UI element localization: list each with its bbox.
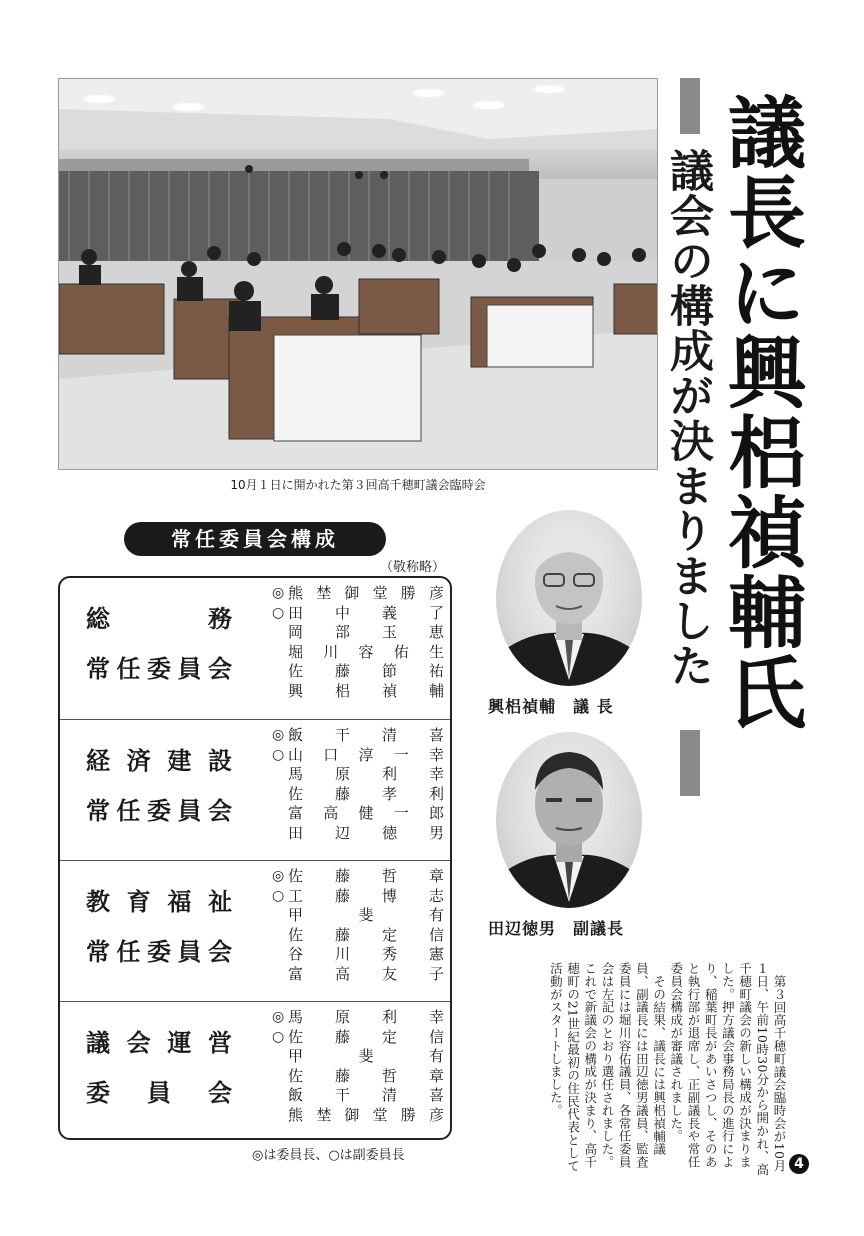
member: 馬原利幸 — [288, 765, 444, 783]
vice-chairman-portrait — [496, 732, 642, 908]
committee-name-line2: 常任委員会 — [86, 938, 236, 966]
member: ◎ 馬原利幸 — [272, 1008, 444, 1026]
member: 興梠禎輔 — [288, 681, 444, 700]
vice-chairman-portrait-figure — [496, 732, 642, 908]
committee-name-line1: 教育福祉 — [86, 888, 236, 916]
member: ◎ 熊埜御堂勝彦 — [272, 584, 444, 602]
council-chamber-photo — [58, 78, 658, 470]
member: ○ 山口淳一幸 — [272, 745, 444, 764]
vice-chairman-caption: 田辺徳男 副議長 — [488, 919, 625, 938]
committee-legend: ◎は委員長、○は副委員長 — [252, 1148, 405, 1163]
member: 谷川秀憲 — [288, 945, 444, 963]
member: 佐藤哲章 — [288, 1066, 444, 1085]
honorific-note: （敬称略） — [380, 560, 446, 575]
chairman-portrait-figure — [496, 510, 642, 686]
member: ◎ 佐藤哲章 — [272, 867, 444, 885]
member: 田辺徳男 — [288, 823, 444, 842]
chairman-caption: 興梠禎輔 議 長 — [488, 697, 614, 716]
member: 富高友子 — [288, 964, 444, 983]
headline-bar-top — [680, 78, 700, 134]
article-paragraph-1: 第３回高千穂町議会臨時会が10月１日、午前10時30分から開かれ、高千穂町議会の新しい構成が決まりました。押方議会事務局長の進行により、稲葉町長があいさつし、そのあと執行部が退席し、正副議長や常任委員会構成が審議されました。 — [668, 962, 787, 1176]
committee-name-line1: 議会運営 — [86, 1029, 236, 1057]
page-number: 4 — [789, 1154, 809, 1174]
article-body — [476, 962, 788, 1176]
member: ○ 工藤博志 — [272, 886, 444, 905]
committee-title: 常任委員会構成 — [124, 522, 386, 556]
chamber-illustration — [59, 79, 658, 470]
subheadline: 議会の構成が決まりました — [662, 148, 713, 688]
member: 佐藤定信 — [288, 925, 444, 944]
committee-group — [60, 1001, 450, 1140]
headline-bar-bottom — [680, 730, 700, 796]
photo-caption: 10月１日に開かれた第３回高千穂町議会臨時会 — [230, 478, 486, 492]
member: 佐藤孝利 — [288, 784, 444, 803]
member: 佐藤節祐 — [288, 662, 444, 680]
committee-table — [58, 576, 452, 1140]
member: 堀川容佑生 — [288, 642, 444, 661]
committee-name-line2: 常任委員会 — [86, 655, 236, 683]
member: ○ 田中義了 — [272, 603, 444, 622]
member-list — [272, 584, 444, 701]
committee-group — [60, 578, 450, 719]
member-list — [272, 1008, 444, 1125]
committee-group — [60, 860, 450, 1001]
member: 甲斐有 — [288, 906, 444, 924]
member-list — [272, 867, 444, 984]
member-list — [272, 726, 444, 843]
committee-name-line1: 経済建設 — [86, 747, 236, 775]
member: ○ 佐藤定信 — [272, 1027, 444, 1046]
committee-name-line1: 総 務 — [86, 605, 236, 633]
committee-name-line2: 常任委員会 — [86, 797, 236, 825]
headline: 議長に興梠禎輔氏 — [715, 92, 806, 732]
member: 甲斐有 — [288, 1047, 444, 1065]
member: 岡部玉恵 — [288, 623, 444, 641]
committee-name-line2: 委員会 — [86, 1079, 236, 1107]
member: 飯干清喜 — [288, 1086, 444, 1104]
committee-group — [60, 719, 450, 860]
article-paragraph-2: その結果、議長には興梠禎輔議員、副議長には田辺徳男議員、監査委員には堀川容佑議員、各常任委員会は左記のとおり選任されました。これで新議会の構成が決まり、高千穂町の21世紀最初の住民代表として活動がスタートしました。 — [548, 962, 667, 1173]
member: ◎ 飯干清喜 — [272, 726, 444, 744]
member: 富高健一郎 — [288, 804, 444, 822]
member: 熊埜御堂勝彦 — [288, 1105, 444, 1124]
chairman-portrait — [496, 510, 642, 686]
